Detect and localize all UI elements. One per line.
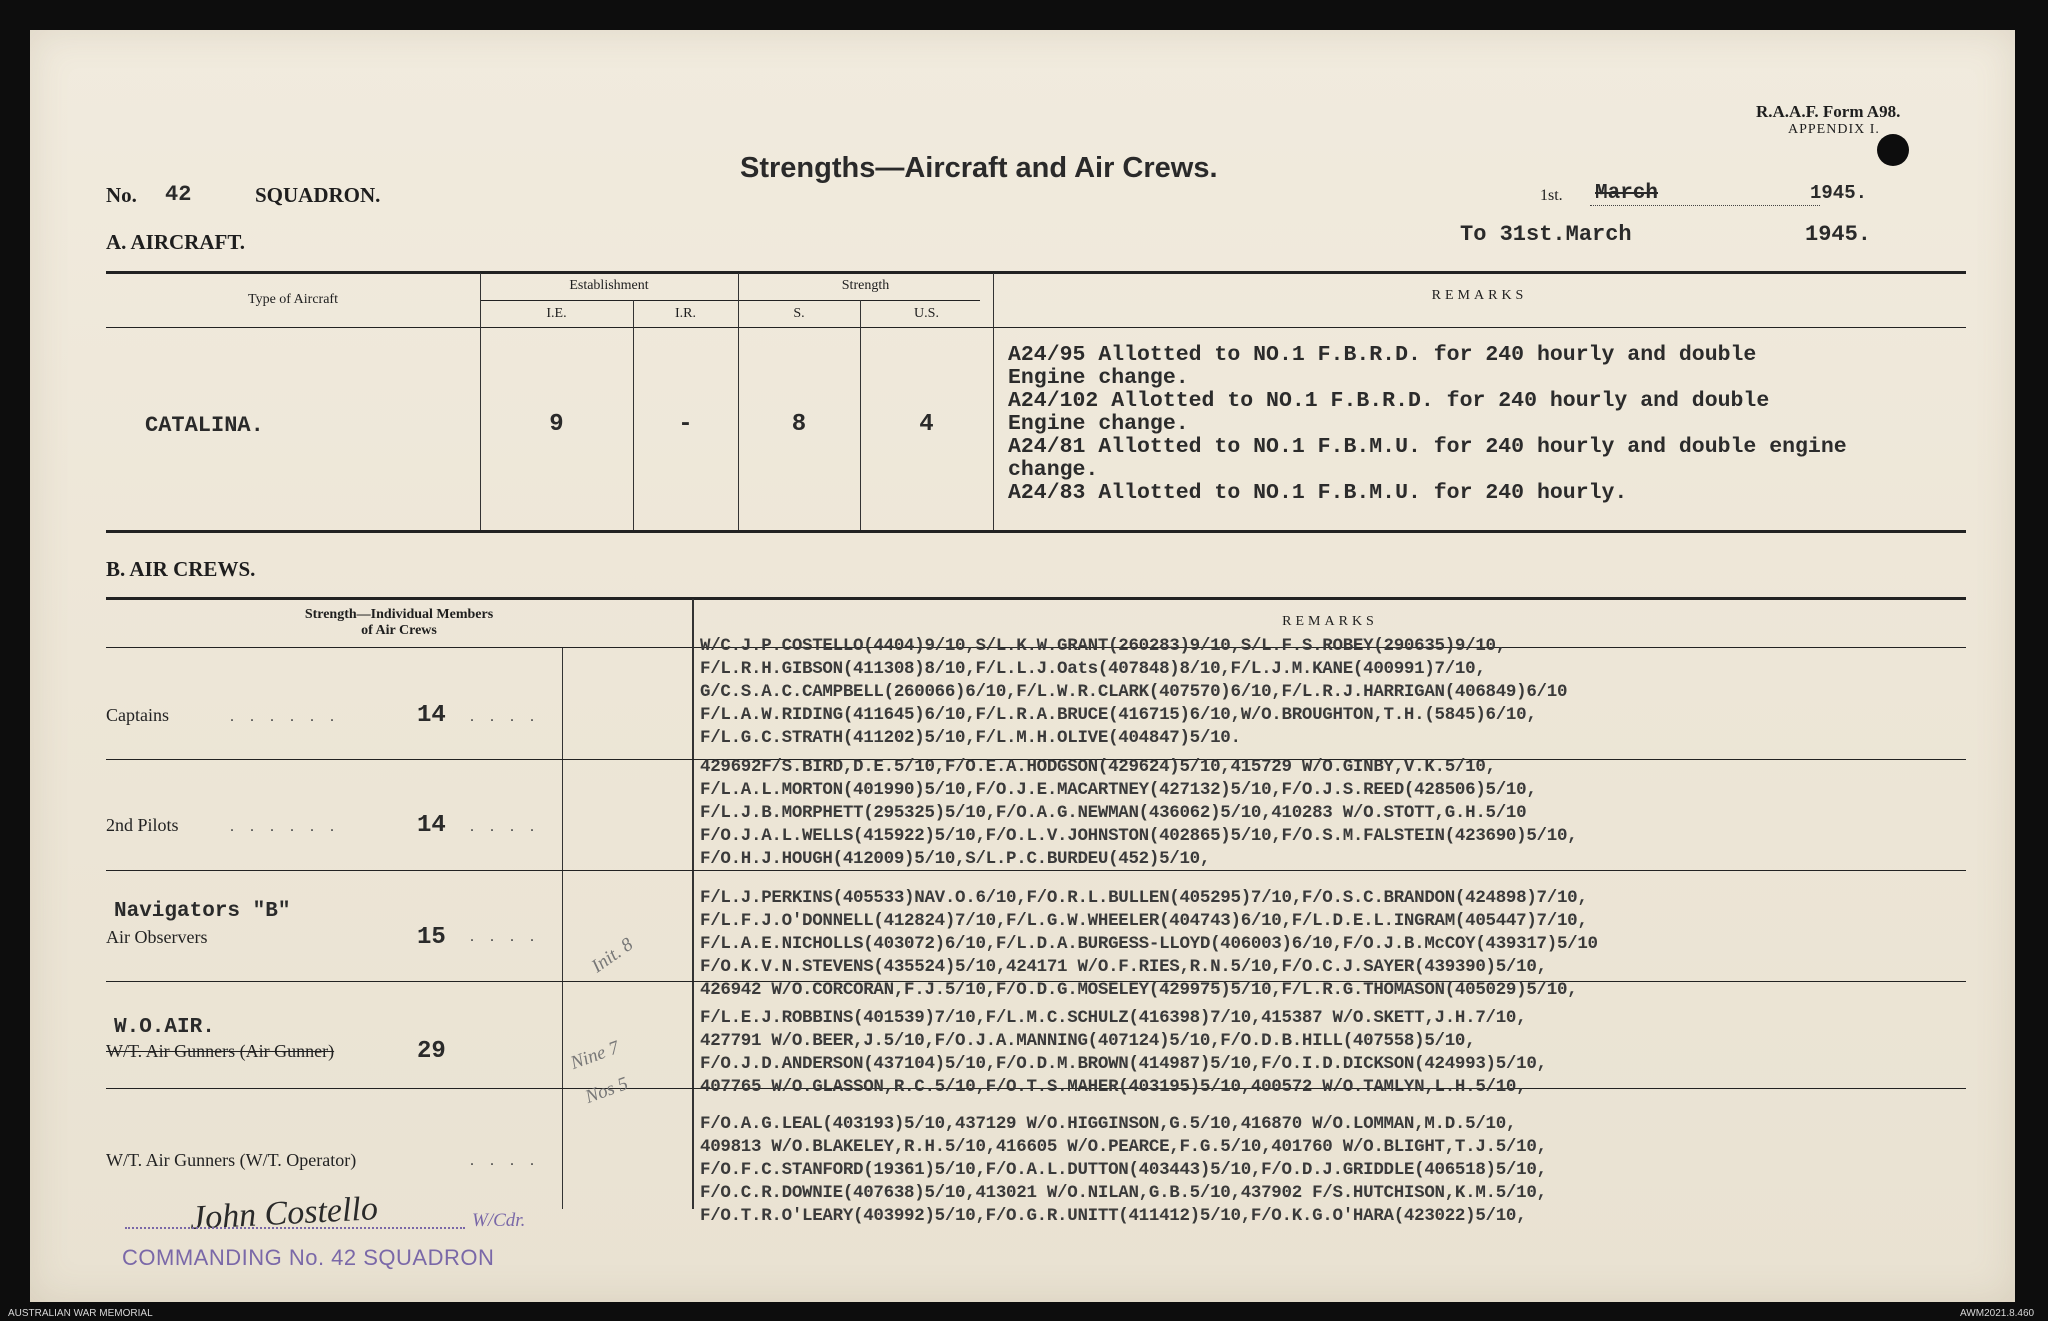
commander-signature: John Costello [189,1190,379,1237]
remark-line: change. [1008,458,1099,482]
crew-remark-line: 409813 W/O.BLAKELEY,R.H.5/10,416605 W/O.PEARCE,F.G.5/10,401760 W/O.BLIGHT,T.J.5/10, [700,1137,1547,1157]
commander-rank: W/Cdr. [472,1210,526,1231]
squadron-number: 42 [165,182,192,207]
air-crews-header-rule [106,647,692,648]
crew-remarks-captains [700,635,1567,750]
crew-remark-line: F/L.J.PERKINS(405533)NAV.O.6/10,F/O.R.L.BULLEN(405295)7/10,F/O.S.C.BRANDON(424898)7/10, [700,888,1588,908]
crew-remarks-air-gunner [700,1007,1547,1099]
air-crews-col-strength-line1: Strength—Individual Members [304,607,494,622]
aircraft-bottom-rule [106,530,1966,533]
air-crews-col-divider [562,648,563,1209]
aircraft-top-rule [106,271,1966,274]
leader-dots: . . . . . . [230,818,340,835]
crew-remark-line: 429692F/S.BIRD,D.E.5/10,F/O.E.A.HODGSON(429624)5/10,415729 W/O.GINBY,V.K.5/10, [700,757,1496,777]
col-ie: I.E. [546,306,567,321]
remark-line: A24/95 Allotted to NO.1 F.B.R.D. for 240 hourly and double [1008,343,1757,367]
aircraft-us: 4 [919,411,934,438]
aircraft-header-rule [106,327,1966,328]
crew-remark-line: F/L.F.J.O'DONNELL(412824)7/10,F/L.G.W.WHEELER(404743)6/10,F/L.D.E.L.INGRAM(405447)7/10, [700,911,1588,931]
aircraft-ir: - [678,411,693,438]
crew-remark-line: 426942 W/O.CORCORAN,F.J.5/10,F/O.D.G.MOSELEY(429975)5/10,F/L.R.G.THOMASON(405029)5/10, [700,980,1578,1000]
aircraft-col-divider [993,273,994,530]
appendix-label: APPENDIX I. [1788,122,1880,137]
col-strength: Strength [841,278,890,293]
air-crews-top-rule [106,597,1966,600]
crew-remark-line: F/L.A.L.MORTON(401990)5/10,F/O.J.E.MACARTNEY(427132)5/10,F/O.J.S.REED(428506)5/10, [700,780,1537,800]
air-crews-col-strength-line2: of Air Crews [361,623,437,638]
aircraft-type: CATALINA. [145,413,264,438]
air-crews-col-strength [106,607,692,639]
leader-dots: . . . . [470,708,540,725]
crew-typed-over-wo-air: W.O.AIR. [114,1016,215,1039]
leader-dots: . . . . [470,1152,540,1169]
col-ir: I.R. [675,306,696,321]
remark-line: A24/81 Allotted to NO.1 F.B.M.U. for 240 hourly and double engine [1008,435,1847,459]
date-to: To 31st.March [1460,222,1632,247]
date-to-year: 1945. [1805,222,1872,247]
col-remarks: REMARKS [1431,288,1528,303]
crew-remark-line: 407765 W/O.GLASSON,R.C.5/10,F/O.T.S.MAHER(403195)5/10,400572 W/O.TAMLYN,L.H.5/10, [700,1077,1527,1097]
crew-remark-line: F/L.A.W.RIDING(411645)6/10,F/L.R.A.BRUCE(416715)6/10,W/O.BROUGHTON,T.H.(5845)6/10, [700,705,1537,725]
col-establishment: Establishment [569,278,649,293]
crew-remark-line: F/O.J.D.ANDERSON(437104)5/10,F/O.D.M.BROWN(414987)5/10,F/O.I.D.DICKSON(424993)5/10, [700,1054,1547,1074]
crew-remark-line: G/C.S.A.C.CAMPBELL(260066)6/10,F/L.W.R.CLARK(407570)6/10,F/L.R.J.HARRIGAN(406849)6/10 [700,682,1568,702]
date-from-rule [1590,205,1820,206]
footer-archive-label: AUSTRALIAN WAR MEMORIAL [8,1308,153,1319]
remark-line: A24/83 Allotted to NO.1 F.B.M.U. for 240 hourly. [1008,481,1628,505]
crew-label-air-gunner: W/T. Air Gunners (Air Gunner) [106,1041,335,1061]
margin-note: Nine 7 [567,1037,623,1074]
crew-typed-over-navigators: Navigators "B" [114,900,291,923]
crew-remark-line: F/O.J.A.L.WELLS(415922)5/10,F/O.L.V.JOHNSTON(402865)5/10,F/O.S.M.FALSTEIN(423690)5/10, [700,826,1578,846]
col-us: U.S. [914,306,939,321]
crew-label-2nd-pilots: 2nd Pilots [106,815,179,835]
crew-remarks-air-observers [700,887,1598,1002]
date-from-year: 1945. [1810,182,1868,204]
crew-remark-line: F/O.A.G.LEAL(403193)5/10,437129 W/O.HIGGINSON,G.5/10,416870 W/O.LOMMAN,M.D.5/10, [700,1114,1517,1134]
margin-note: Nos 5 [582,1073,631,1108]
punch-hole [1877,134,1909,166]
crew-remarks-2nd-pilots [700,756,1577,871]
date-from-prefix: 1st. [1540,187,1563,204]
aircraft-s: 8 [791,411,807,438]
air-crews-heading: B. AIR CREWS. [106,557,256,581]
col-type-aircraft: Type of Aircraft [248,292,338,307]
crew-remark-line: F/O.K.V.N.STEVENS(435524)5/10,424171 W/O.F.RIES,R.N.5/10,F/O.C.J.SAYER(439390)5/10, [700,957,1547,977]
remark-line: Engine change. [1008,412,1189,436]
no-label: No. [106,183,137,207]
crew-remarks-wt-operator [700,1113,1547,1228]
crew-remark-line: F/L.E.J.ROBBINS(401539)7/10,F/L.M.C.SCHULZ(416398)7/10,415387 W/O.SKETT,J.H.7/10, [700,1008,1527,1028]
crew-count-air-gunner: 29 [417,1038,446,1065]
crew-remark-line: F/O.F.C.STANFORD(19361)5/10,F/O.A.L.DUTTON(403443)5/10,F/O.D.J.GRIDDLE(406518)5/10, [700,1160,1547,1180]
crew-count-2nd-pilots: 14 [417,812,446,839]
aircraft-remarks [1008,342,1847,506]
crew-count-captains: 14 [417,702,446,729]
page-title: Strengths—Aircraft and Air Crews. [740,152,1218,184]
squadron-label: SQUADRON. [255,183,381,207]
aircraft-subheader-rule [480,300,980,301]
air-crews-col-remarks: REMARKS [1282,614,1378,629]
crew-remark-line: 427791 W/O.BEER,J.5/10,F/O.J.A.MANNING(407124)5/10,F/O.D.B.HILL(407558)5/10, [700,1031,1476,1051]
col-s: S. [793,306,805,321]
leader-dots: . . . . . . [230,708,340,725]
document-page [30,30,2015,1302]
leader-dots: . . . . [470,928,540,945]
crew-remark-line: F/O.C.R.DOWNIE(407638)5/10,413021 W/O.NILAN,G.B.5/10,437902 F/S.HUTCHISON,K.M.5/10, [700,1183,1547,1203]
air-crews-col-divider [692,599,694,1209]
signature-rule [125,1227,465,1229]
crew-label-air-observers: Air Observers [106,927,208,947]
crew-label-captains: Captains [106,705,169,725]
crew-remark-line: F/L.A.E.NICHOLLS(403072)6/10,F/L.D.A.BURGESS-LLOYD(406003)6/10,F/O.J.B.McCOY(439317)5/10 [700,934,1598,954]
crew-remark-line: F/L.R.H.GIBSON(411308)8/10,F/L.L.J.Oats(407848)8/10,F/L.J.M.KANE(400991)7/10, [700,659,1486,679]
date-from-month: March [1595,182,1659,205]
leader-dots: . . . . [470,818,540,835]
aircraft-heading: A. AIRCRAFT. [106,230,246,254]
form-id: R.A.A.F. Form A98. [1756,102,1901,121]
crew-remark-line: W/C.J.P.COSTELLO(4404)9/10,S/L.K.W.GRANT(260283)9/10,S/L.F.S.ROBEY(290635)9/10, [700,636,1506,656]
crew-label-wt-operator: W/T. Air Gunners (W/T. Operator) [106,1150,357,1170]
remark-line: Engine change. [1008,366,1189,390]
crew-remark-line: F/O.H.J.HOUGH(412009)5/10,S/L.P.C.BURDEU(452)5/10, [700,849,1211,869]
crew-count-air-observers: 15 [417,924,446,951]
margin-note: Init. 8 [587,933,638,978]
crew-remark-line: F/L.J.B.MORPHETT(295325)5/10,F/O.A.G.NEWMAN(436062)5/10,410283 W/O.STOTT,G.H.5/10 [700,803,1527,823]
crew-remark-line: F/L.G.C.STRATH(411202)5/10,F/L.M.H.OLIVE(404847)5/10. [700,728,1241,748]
remark-line: A24/102 Allotted to NO.1 F.B.R.D. for 240 hourly and double [1008,389,1770,413]
aircraft-ie: 9 [549,411,564,438]
crew-remark-line: F/O.T.R.O'LEARY(403992)5/10,F/O.G.R.UNITT(411412)5/10,F/O.K.G.O'HARA(423022)5/10, [700,1206,1527,1226]
footer-accession-number: AWM2021.8.460 [1960,1308,2035,1319]
commanding-stamp: COMMANDING No. 42 SQUADRON [122,1245,495,1270]
